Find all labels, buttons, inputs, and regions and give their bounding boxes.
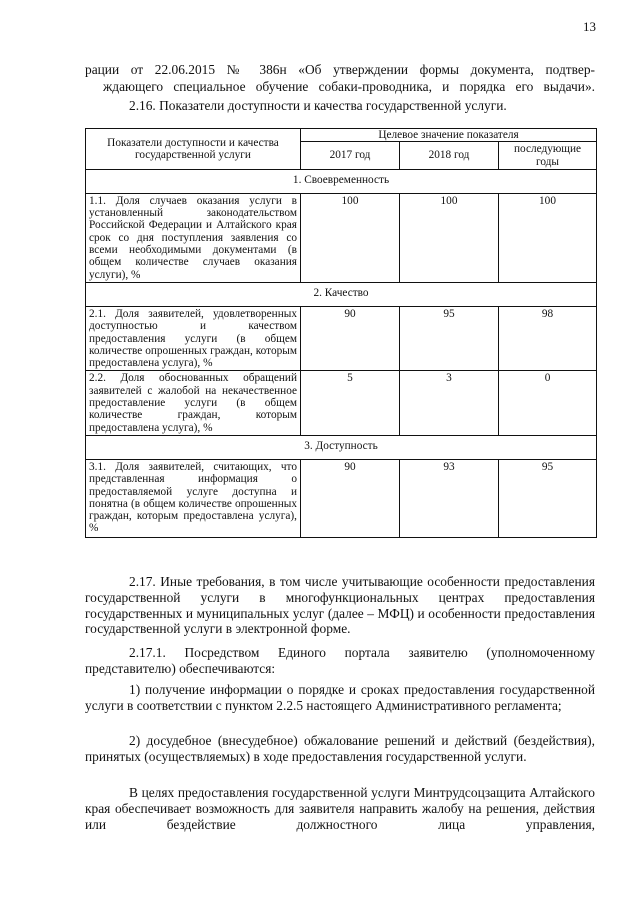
value-2017: 90 xyxy=(301,306,400,370)
intro-line-1: рации от 22.06.2015 № 386н «Об утверждении формы документа, подтвер- xyxy=(85,62,595,77)
table-row xyxy=(86,371,597,435)
table-row xyxy=(86,459,597,537)
value-2017: 90 xyxy=(301,459,400,537)
header-indicator: Показатели доступности и качества государственной услуги xyxy=(86,129,301,170)
indicator-cell: 2.1. Доля заявителей, удовлетворенных доступностью и качеством предоставления услуги (в общем количестве опрошенных граждан, которым предоставлена услуга), % xyxy=(86,306,301,370)
section-title: 1. Своевременность xyxy=(86,169,597,193)
header-target-value: Целевое значение показателя xyxy=(301,129,597,142)
paragraph-2-17-1: 2.17.1. Посредством Единого портала заявителю (уполномоченному представителю) обеспечиваются: xyxy=(85,645,595,676)
indicator-cell: 2.2. Доля обоснованных обращений заявителей с жалобой на некачественное предоставление услуги (в общем количестве граждан, которым предоставлена услуга), % xyxy=(86,371,301,435)
page-number: 13 xyxy=(583,19,596,34)
paragraph-complaint: В целях предоставления государственной услуги Минтрудсоцзащита Алтайского края обеспечивает возможность для заявителя направить жалобу на решения, действия или бездействие должностного лица управления, xyxy=(85,785,595,832)
header-next-years: последующие годы xyxy=(499,142,597,170)
table-row xyxy=(86,193,597,282)
section-heading-2-16: 2.16. Показатели доступности и качества государственной услуги. xyxy=(129,98,507,113)
indicator-cell: 1.1. Доля случаев оказания услуги в установленный законодательством Российской Федерации и Алтайского края срок со дня поступления заявления со всеми необходимыми документами (в общем количестве случаев оказания услуги), % xyxy=(86,193,301,282)
section-title: 2. Качество xyxy=(86,282,597,306)
value-2018: 3 xyxy=(400,371,499,435)
value-2018: 100 xyxy=(400,193,499,282)
intro-line-2: ждающего специальное обучение собаки-проводника, и порядка его выдачи». xyxy=(103,79,595,94)
value-next: 95 xyxy=(499,459,597,537)
header-2017: 2017 год xyxy=(301,142,400,170)
value-2018: 93 xyxy=(400,459,499,537)
list-item-2: 2) досудебное (внесудебное) обжалование решений и действий (бездействия), принятых (осуществляемых) в ходе предоставления государственной услуги. xyxy=(85,733,595,764)
value-2017: 5 xyxy=(301,371,400,435)
header-2018: 2018 год xyxy=(400,142,499,170)
value-2018: 95 xyxy=(400,306,499,370)
indicators-table xyxy=(85,128,597,538)
value-next: 98 xyxy=(499,306,597,370)
section-title: 3. Доступность xyxy=(86,435,597,459)
value-2017: 100 xyxy=(301,193,400,282)
list-item-1: 1) получение информации о порядке и сроках предоставления государственной услуги в соответствии с пунктом 2.2.5 настоящего Административного регламента; xyxy=(85,682,595,713)
value-next: 100 xyxy=(499,193,597,282)
table-row xyxy=(86,306,597,370)
paragraph-2-17: 2.17. Иные требования, в том числе учитывающие особенности предоставления государственной услуги в многофункциональных центрах предоставления государственных и муниципальных услуг (далее – МФЦ) и особенности предоставления государственной услуги в электронной форме. xyxy=(85,574,595,637)
indicator-cell: 3.1. Доля заявителей, считающих, что представленная информация о предоставляемой услуге доступна и понятна (в общем количестве опрошенных граждан, которым предоставлена услуга), % xyxy=(86,459,301,537)
value-next: 0 xyxy=(499,371,597,435)
